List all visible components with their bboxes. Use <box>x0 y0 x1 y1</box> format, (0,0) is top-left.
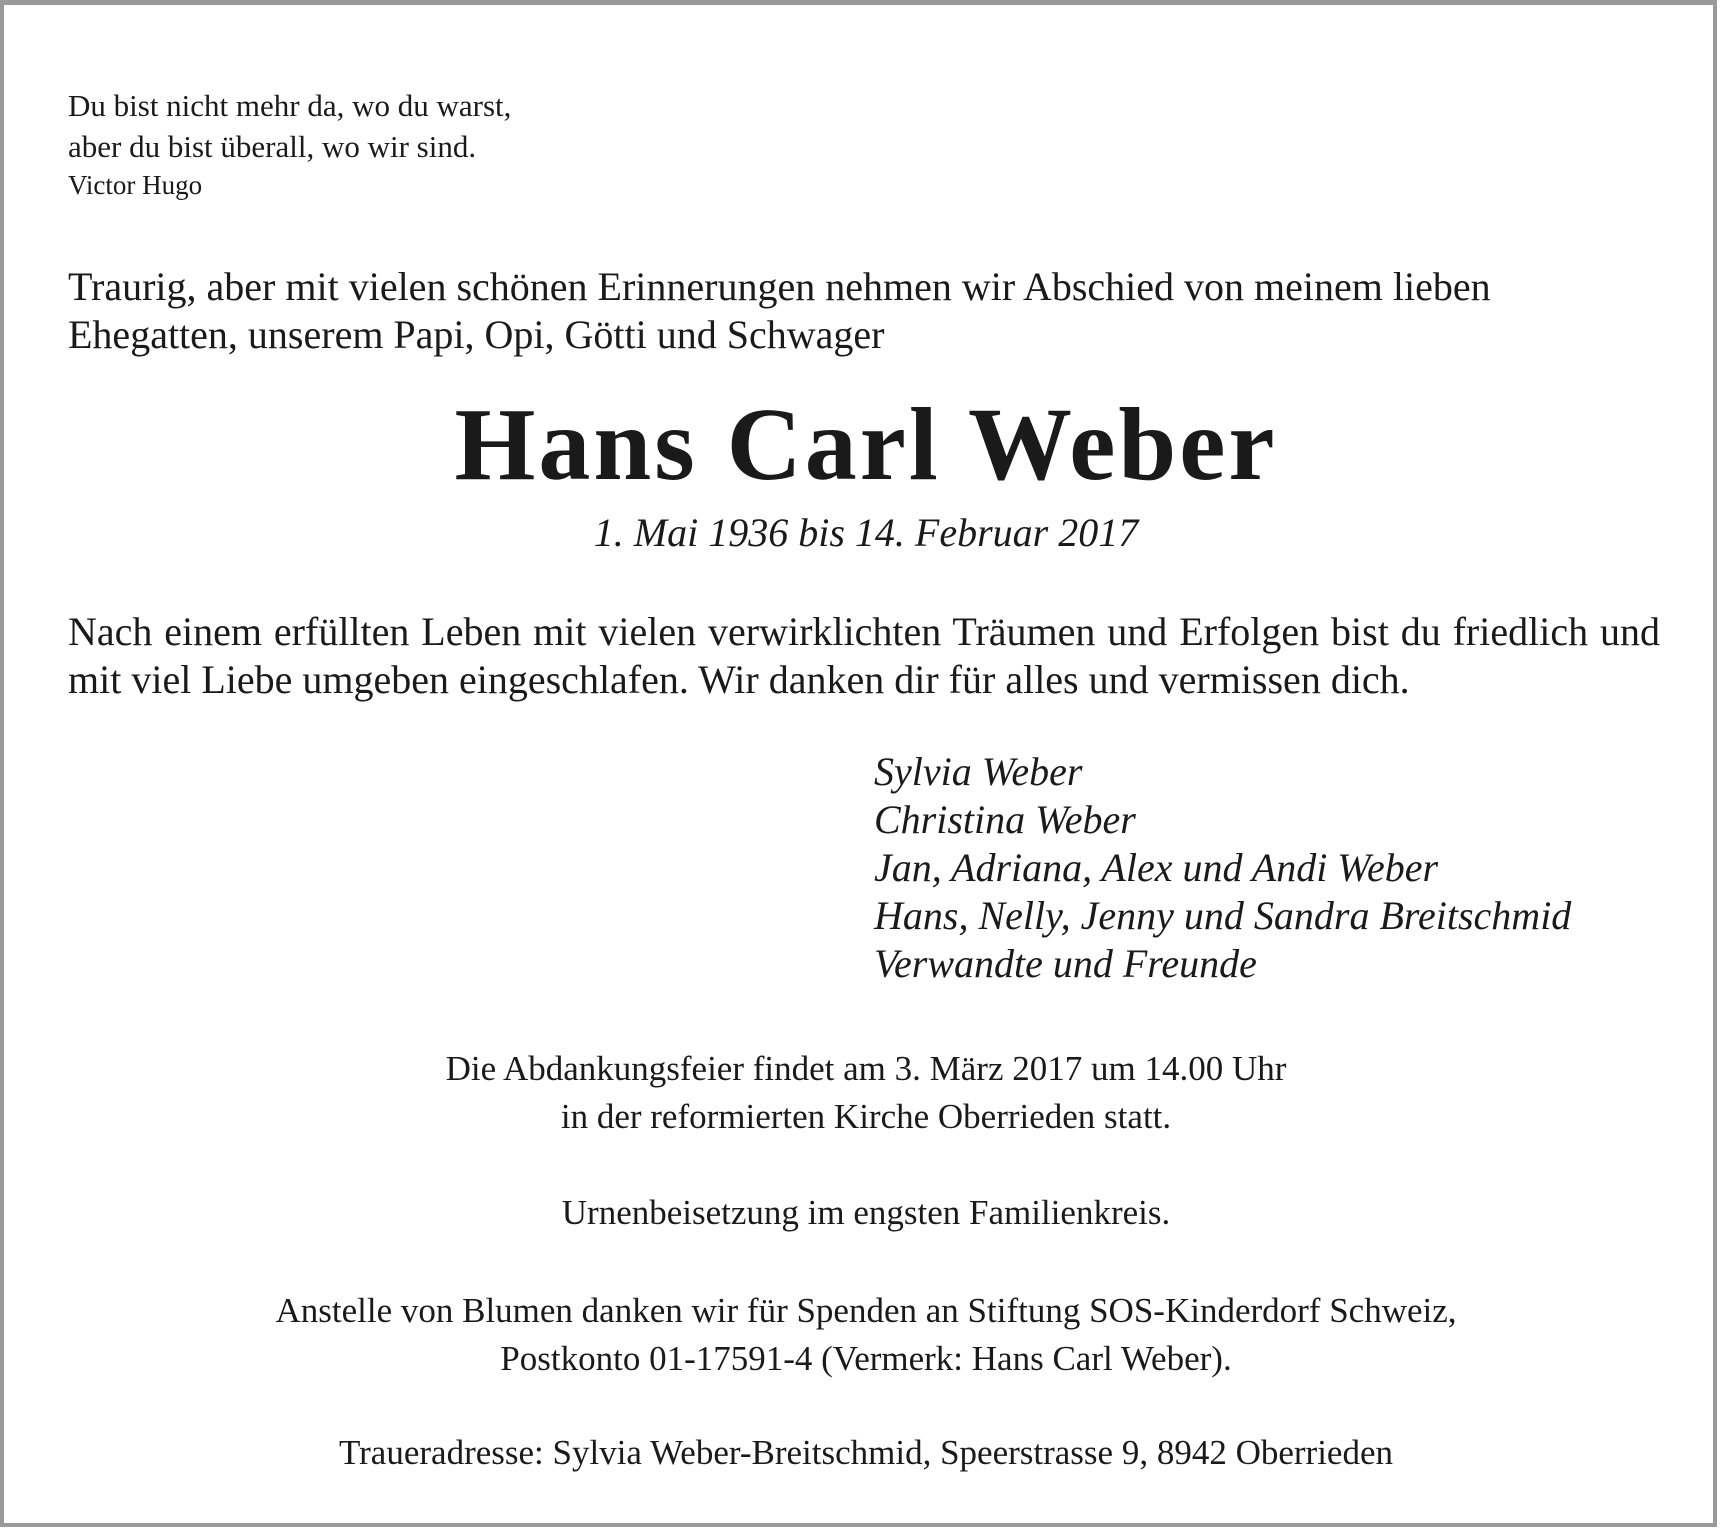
motto-quote <box>68 85 511 203</box>
mourning-address: Traueradresse: Sylvia Weber-Breitschmid, Speerstrasse 9, 8942 Oberrieden <box>339 1433 1393 1472</box>
intro-line: Ehegatten, unserem Papi, Opi, Götti und Schwager <box>68 312 885 357</box>
intro-line: Traurig, aber mit vielen schönen Erinnerungen nehmen wir Abschied von meinem lieben <box>68 264 1491 309</box>
donation-line: Anstelle von Blumen danken wir für Spenden an Stiftung SOS-Kinderdorf Schweiz, <box>275 1291 1457 1330</box>
life-dates: 1. Mai 1936 bis 14. Februar 2017 <box>593 510 1139 555</box>
motto-line: aber du bist überall, wo wir sind. <box>68 129 477 164</box>
intro-text <box>68 263 1668 359</box>
signer-name: Hans, Nelly, Jenny und Sandra Breitschmid <box>874 893 1572 938</box>
donation-line: Postkonto 01-17591-4 (Vermerk: Hans Carl Weber). <box>500 1339 1232 1378</box>
motto-author: Victor Hugo <box>68 170 203 200</box>
motto-line: Du bist nicht mehr da, wo du warst, <box>68 88 512 123</box>
signer-name: Sylvia Weber <box>874 749 1083 794</box>
tribute-text: Nach einem erfüllten Leben mit vielen verwirklichten Träumen und Erfolgen bist du friedlich und mit viel Liebe umgeben eingeschlafen. Wir danken dir für alles und vermissen dich. <box>68 609 1660 702</box>
signer-name: Verwandte und Freunde <box>874 941 1257 986</box>
funeral-service-info <box>4 1045 1724 1141</box>
deceased-name: Hans Carl Weber <box>454 387 1278 502</box>
donation-info <box>4 1287 1724 1383</box>
service-line: Die Abdankungsfeier findet am 3. März 2017 um 14.00 Uhr <box>445 1049 1287 1088</box>
signers-list <box>874 748 1571 988</box>
signer-name: Jan, Adriana, Alex und Andi Weber <box>874 845 1439 890</box>
burial-info: Urnenbeisetzung im engsten Familienkreis. <box>561 1193 1171 1232</box>
service-line: in der reformierten Kirche Oberrieden statt. <box>560 1097 1172 1136</box>
signer-name: Christina Weber <box>874 797 1136 842</box>
